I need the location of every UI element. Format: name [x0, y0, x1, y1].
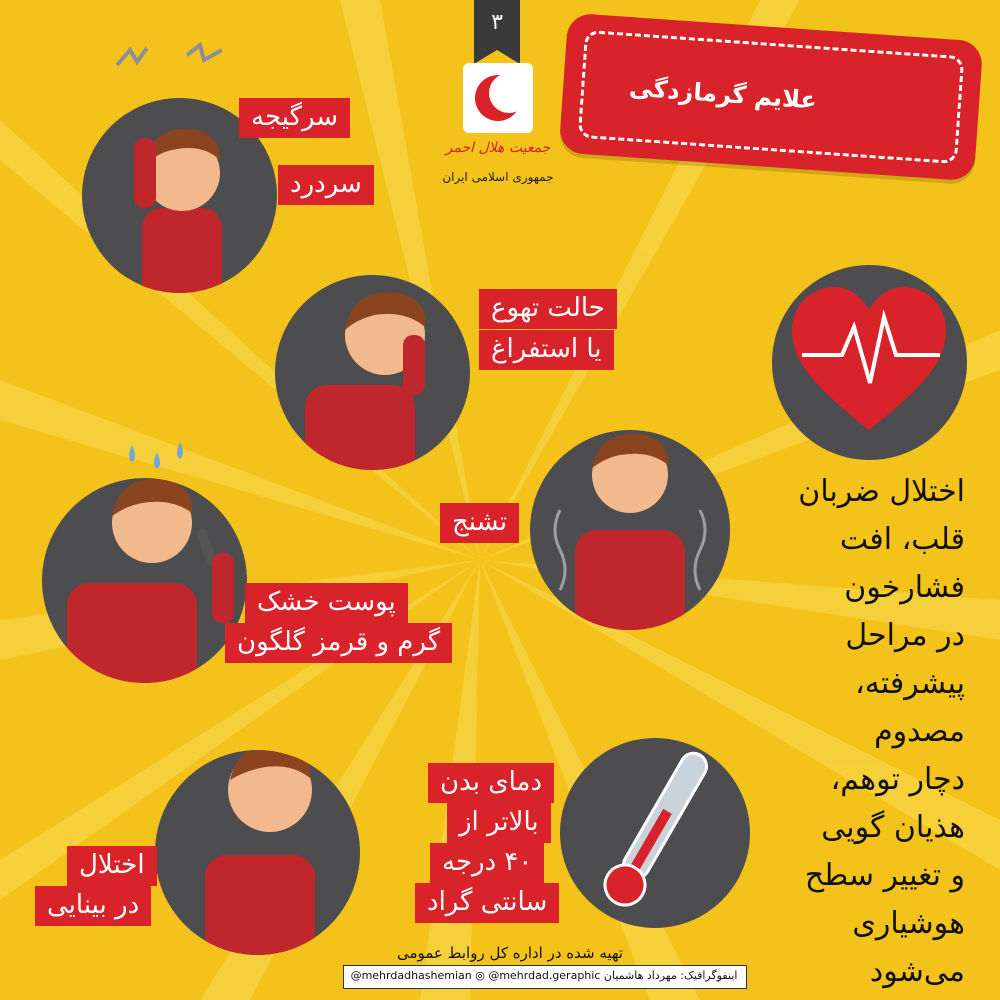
side-text-line: مصدوم	[874, 714, 965, 749]
person-seizure-figure	[530, 430, 730, 630]
banner-title: علایم گرمازدگی	[628, 73, 818, 115]
circle-thermometer	[560, 738, 750, 928]
thermometer-icon	[560, 738, 750, 928]
dizzy-lines-icon	[112, 40, 232, 85]
credit-prepared-by: تهیه شده در اداره کل روابط عمومی	[396, 944, 624, 962]
circle-heart	[772, 265, 967, 460]
side-text-line: اختلال ضربان	[798, 474, 965, 509]
label-skin-2: گرم و قرمز گلگون	[225, 623, 452, 663]
label-temp-3: ۴۰ درجه	[430, 843, 544, 883]
side-text-line: می‌شود	[869, 954, 965, 989]
circle-nausea	[275, 275, 470, 470]
label-temp-2: بالاتر از	[447, 803, 551, 843]
organization-name: جمعیت هلال احمر	[445, 140, 551, 156]
circle-vision	[155, 750, 360, 955]
label-seizure: تشنج	[440, 503, 519, 543]
side-text-line: فشارخون	[844, 570, 965, 605]
circle-dry-skin	[42, 478, 247, 683]
label-vision-1: اختلال	[67, 846, 157, 886]
label-skin-1: پوست خشک	[245, 583, 408, 623]
credit-handles: @mehrdadhashemian ◎ @mehrdad.geraphic اینفوگرافیک: مهرداد هاشمیان	[350, 969, 738, 982]
label-vision-2: در بینایی	[35, 886, 151, 926]
side-text-line: دچار توهم،	[830, 762, 965, 797]
side-text-line: هوشیاری	[852, 906, 965, 941]
side-text-line: هذیان گویی	[821, 810, 965, 845]
heartbeat-icon	[772, 265, 967, 460]
label-temp-1: دمای بدن	[428, 763, 554, 803]
label-nausea-2: یا استفراغ	[479, 330, 614, 370]
red-crescent-icon	[463, 63, 533, 133]
label-headache: سردرد	[278, 165, 374, 205]
label-nausea-1: حالت تهوع	[479, 289, 617, 329]
page-number: ۳	[491, 10, 503, 35]
side-text-line: و تغییر سطح	[804, 858, 965, 893]
person-vision-figure	[155, 750, 360, 955]
sweat-drops-icon	[122, 440, 192, 480]
person-nausea-figure	[275, 275, 470, 470]
label-dizziness: سرگیجه	[239, 98, 350, 138]
side-text-block	[760, 468, 965, 996]
side-text-line: قلب، افت	[839, 522, 965, 557]
label-temp-4: سانتی گراد	[415, 883, 559, 923]
person-sweating-figure	[42, 478, 247, 683]
organization-subtitle: جمهوری اسلامی ایران	[442, 170, 554, 184]
side-text-line: پیشرفته،	[855, 666, 965, 701]
circle-seizure	[530, 430, 730, 630]
side-text-line: در مراحل	[845, 618, 965, 653]
